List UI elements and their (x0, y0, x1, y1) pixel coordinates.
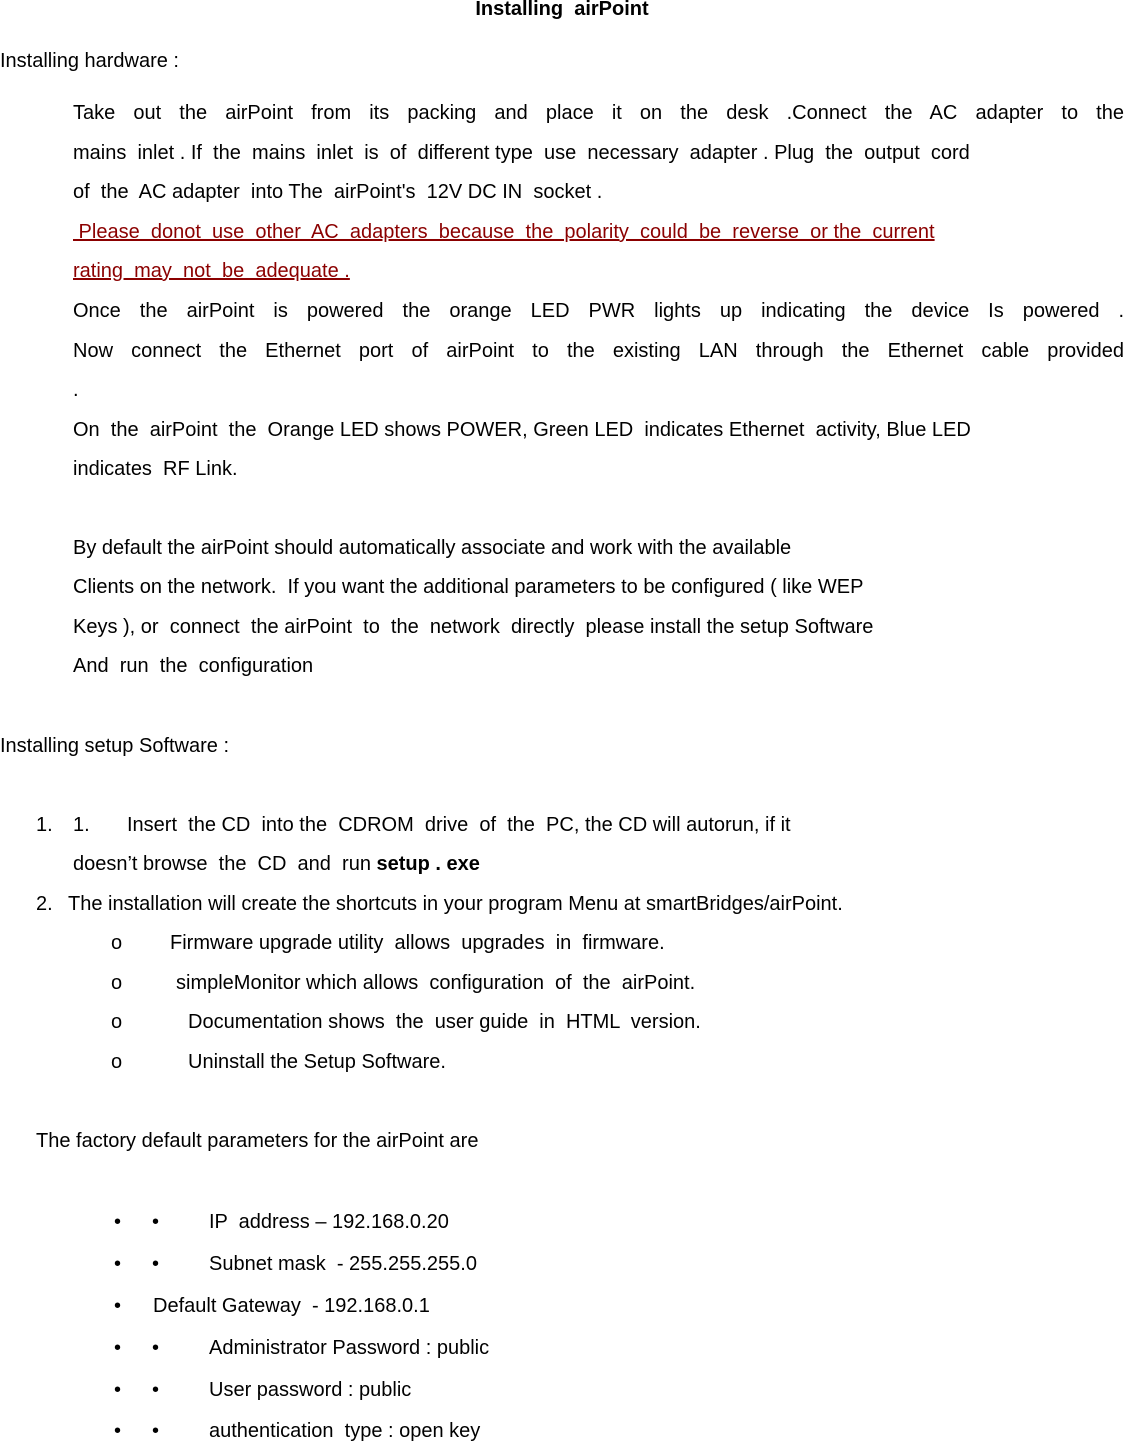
default-param: Administrator Password : public (209, 1337, 490, 1359)
led-paragraph-line: On the airPoint the Orange LED shows POWER, Green LED indicates Ethernet activity, Blue LED (73, 419, 971, 441)
sub-item-text: Firmware upgrade utility allows upgrades in firmware. (170, 932, 665, 954)
bullet-icon: • (152, 1211, 160, 1233)
step-text: Insert the CD into the CDROM drive of the PC, the CD will autorun, if it (127, 814, 791, 836)
default-paragraph-line: And run the configuration (73, 655, 314, 677)
hardware-paragraph-line: Take out the airPoint from its packing and place it on the desk .Connect the AC adapter to the (73, 102, 1124, 124)
power-paragraph-line: Once the airPoint is powered the orange LED PWR lights up indicating the device Is powered . (73, 300, 1124, 322)
bullet-icon: • (114, 1337, 122, 1359)
setup-exe-command: setup . exe (376, 853, 480, 875)
default-paragraph-line: Keys ), or connect the airPoint to the network directly please install the setup Software (73, 616, 874, 638)
default-paragraph-line: Clients on the network. If you want the additional parameters to be configured ( like WEP (73, 576, 864, 598)
step-number: 1. (36, 814, 53, 836)
hardware-paragraph-line: mains inlet . If the mains inlet is of different type use necessary adapter . Plug the output cord (73, 142, 970, 164)
power-paragraph-line: Now connect the Ethernet port of airPoint to the existing LAN through the Ethernet cable provided (73, 340, 1124, 362)
bullet-icon: • (114, 1420, 122, 1442)
defaults-intro: The factory default parameters for the airPoint are (36, 1130, 479, 1152)
sub-bullet: o (111, 932, 123, 954)
bullet-icon: • (114, 1253, 122, 1275)
bullet-icon: • (152, 1337, 160, 1359)
sub-bullet: o (111, 1051, 123, 1073)
warning-text: Please donot use other AC adapters because the polarity could be reverse or the current (73, 221, 935, 243)
default-param: authentication type : open key (209, 1420, 481, 1442)
default-param: User password : public (209, 1379, 412, 1401)
sub-bullet: o (111, 1011, 123, 1033)
led-paragraph-line: indicates RF Link. (73, 458, 238, 480)
bullet-icon: • (114, 1379, 122, 1401)
power-paragraph-line: . (73, 379, 79, 401)
hardware-paragraph-line: of the AC adapter into The airPoint's 12V DC IN socket . (73, 181, 603, 203)
step-sub-number: 1. (73, 814, 90, 836)
default-param: Default Gateway - 192.168.0.1 (153, 1295, 430, 1317)
bullet-icon: • (114, 1211, 122, 1233)
bullet-icon: • (152, 1253, 160, 1275)
step-text-continued: doesn’t browse the CD and run setup . exe (73, 853, 480, 875)
bullet-icon: • (114, 1295, 122, 1317)
default-paragraph-line: By default the airPoint should automatically associate and work with the available (73, 537, 792, 559)
sub-item-text: Documentation shows the user guide in HTML version. (188, 1011, 701, 1033)
sub-bullet: o (111, 972, 123, 994)
bullet-icon: • (152, 1379, 160, 1401)
page-title: Installing airPoint (475, 0, 649, 20)
bullet-icon: • (152, 1420, 160, 1442)
default-param: Subnet mask - 255.255.255.0 (209, 1253, 477, 1275)
default-param: IP address – 192.168.0.20 (209, 1211, 449, 1233)
warning-text: rating may not be adequate . (73, 260, 350, 282)
section-heading-software: Installing setup Software : (0, 735, 230, 757)
sub-item-text: Uninstall the Setup Software. (188, 1051, 446, 1073)
sub-item-text: simpleMonitor which allows configuration of the airPoint. (176, 972, 696, 994)
section-heading-hardware: Installing hardware : (0, 50, 179, 72)
step-number: 2. (36, 893, 53, 915)
step-text: The installation will create the shortcuts in your program Menu at smartBridges/airPoint. (68, 893, 843, 915)
